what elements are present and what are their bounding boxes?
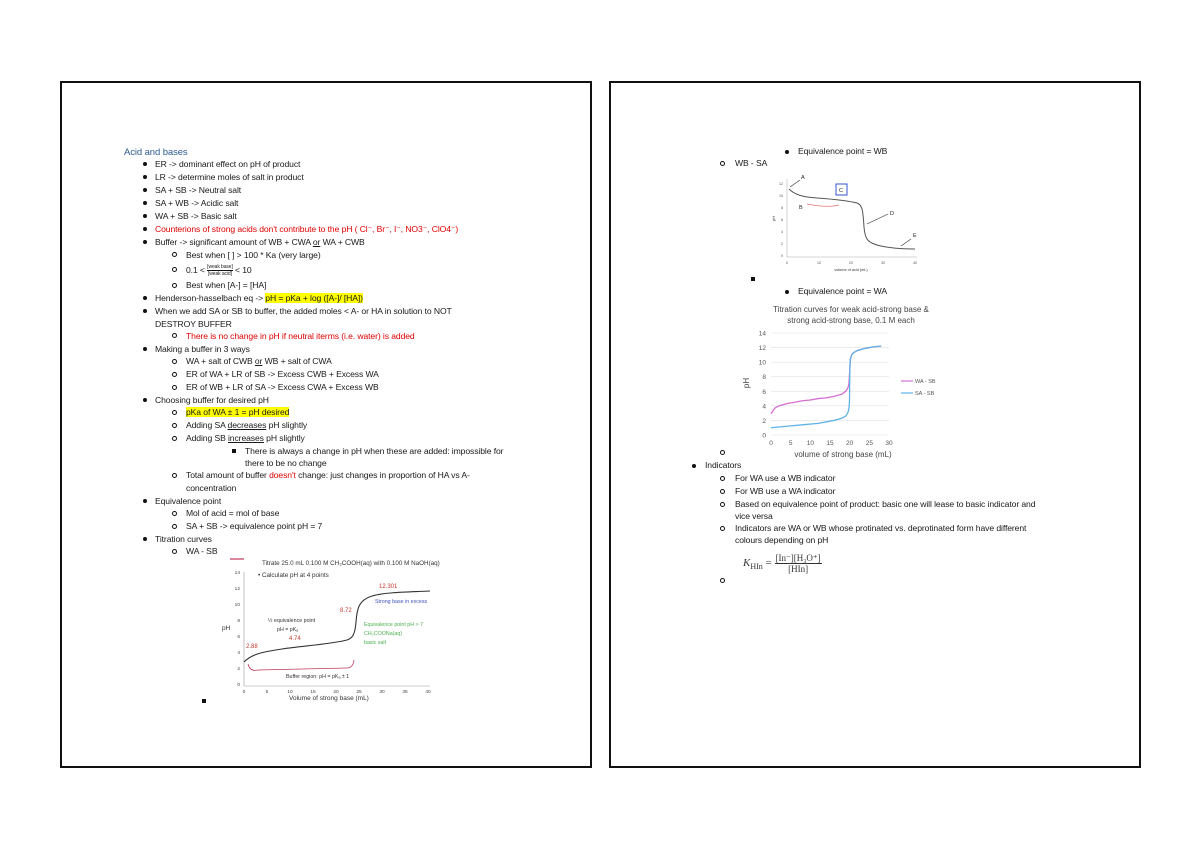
sub-bullet [720,502,725,507]
square-bullet [202,699,206,703]
list-item-continued: vice versa [735,511,773,521]
list-item: Total amount of buffer doesn't change: just changes in proportion of HA vs A- [186,470,470,480]
titration-curve-sketch [789,189,915,249]
x-tick-label: 25 [865,440,873,447]
point-label-d: D [890,211,894,217]
list-item: pKa of WA ± 1 = pH desired [186,407,290,417]
bullet [143,227,147,231]
sub-bullet [172,549,177,554]
point-label-half-eq: 4.74 [289,636,301,642]
y-tick: 0 [781,254,783,258]
y-tick-label: 2 [762,417,766,425]
bullet [143,537,147,541]
list-item: For WB use a WA indicator [735,486,836,496]
x-axis-label: Volume of strong base (mL) [289,695,369,702]
point-label-excess: 12.301 [379,584,398,590]
bullet [692,464,696,468]
y-axis-label: pH [222,625,231,632]
sub-bullet [172,436,177,441]
y-tick: 6 [781,218,783,222]
bullet [143,296,147,300]
y-tick: 8 [237,619,240,624]
bullet [143,499,147,503]
point-label-b: B [799,205,803,211]
bullet [785,150,789,154]
arrow-a [790,180,800,187]
x-tick: 40 [913,261,917,265]
right-page [609,81,1141,768]
sub-bullet [172,524,177,529]
x-tick-label: 15 [826,440,834,447]
list-item: SA + SB -> Neutral salt [155,185,242,195]
y-tick-label: 0 [762,432,766,440]
list-item: SA + SB -> equivalence point pH = 7 [186,521,323,531]
list-item: Adding SB increases pH slightly [186,433,305,443]
chart-title-line-2: strong acid-strong base, 0.1 M each [787,316,915,325]
bullet [143,162,147,166]
list-item-warning: Counterions of strong acids don't contribute to the pH ( Cl⁻, Br⁻, I⁻, NO3⁻, ClO4⁻) [155,224,459,234]
indicator-constant-formula: $K_{HIn}$ = [In⁻][H₃O⁺] [HIn] [743,553,821,574]
chart-title-line-1: Titration curves for weak acid-strong base & [773,305,929,314]
list-item: Making a buffer in 3 ways [155,344,250,354]
sub-bullet [720,476,725,481]
sub-bullet [720,578,725,583]
y-tick: 4 [781,230,783,234]
list-item: For WA use a WB indicator [735,473,836,483]
point-label-c: C [839,188,843,194]
list-item: Indicators are WA or WB whose protinated vs. deprotinated form have different [735,523,1027,533]
sub-bullet [720,526,725,531]
y-tick: 10 [234,603,240,608]
y-tick-label: 14 [758,330,766,338]
list-item: ER of WB + LR of SA -> Excess CWA + Excess WB [186,382,379,392]
y-tick: 12 [234,587,240,592]
sub-bullet [172,423,177,428]
y-tick-label: 6 [762,388,766,396]
bullet [143,309,147,313]
sub-bullet [172,333,177,338]
x-tick: 35 [402,690,408,695]
bullet [785,290,789,294]
point-label-eq: 8.72 [340,608,352,614]
legend-label-wa-sb: WA - SB [915,379,936,385]
y-tick: 4 [237,651,240,656]
list-item-continued: DESTROY BUFFER [155,319,232,329]
y-axis-label: pH [771,215,776,221]
x-tick: 40 [425,690,431,695]
point-label-initial: 2.88 [246,644,258,650]
titration-figure-wb-sa [771,171,921,274]
x-tick: 10 [287,690,293,695]
list-item: WA - SB [186,546,218,556]
x-tick: 30 [379,690,385,695]
half-eq-formula: pH = pKₐ [277,627,299,633]
x-tick-label: 5 [788,440,793,447]
eq-basic-salt-label: basic salt [364,640,387,646]
buffer-region-sketch [807,204,839,206]
list-item: WB - SA [735,158,768,168]
list-item: WA + SB -> Basic salt [155,211,237,221]
series-line-wa-sb [771,346,881,414]
list-item: Equivalence point [155,496,222,506]
chart-x-label: volume of strong base (mL) [794,450,892,459]
x-tick: 0 [242,690,246,695]
y-tick-label: 10 [758,359,766,367]
series-line-sa-sb [771,346,881,428]
arrow-d [867,214,888,224]
titration-chart [735,299,953,461]
x-tick-label: 10 [806,440,814,447]
bullet [143,188,147,192]
bullet [143,201,147,205]
list-item: When we add SA or SB to buffer, the added moles < A- or HA in solution to NOT [155,306,452,316]
sub-bullet [172,267,177,272]
list-item-continued: colours depending on pH [735,535,829,545]
square-bullet [751,277,755,281]
list-item: Best when [A-] = [HA] [186,280,267,290]
x-tick: 10 [817,261,821,265]
x-tick: 5 [265,690,269,695]
list-item: Buffer -> significant amount of WB + CWA or WA + CWB [155,237,365,247]
y-tick-label: 4 [762,403,766,411]
list-item: Mol of acid = mol of base [186,508,280,518]
buffer-bracket [248,660,354,670]
sub-bullet [172,385,177,390]
bullet [143,214,147,218]
sub-bullet [172,511,177,516]
sub-bullet [172,473,177,478]
ratio-expression: 0.1 < [weak base] [weak acid] < 10 [186,264,252,277]
y-tick: 10 [779,194,783,198]
legend-label-sa-sb: SA - SB [915,391,935,397]
x-tick: 20 [849,261,853,265]
x-tick: 15 [310,690,316,695]
figure-bullet: • Calculate pH at 4 points [258,572,329,579]
x-axis-label: volume of acid (mL) [834,268,868,272]
left-page [60,81,592,768]
bullet [143,175,147,179]
list-item: Indicators [705,460,742,470]
square-bullet [232,449,236,453]
y-tick: 0 [237,683,240,688]
point-label-a: A [801,175,805,181]
y-tick-label: 12 [758,345,766,353]
list-item: LR -> determine moles of salt in product [155,172,304,182]
list-item: There is always a change in pH when these are added: impossible for [245,446,504,456]
figure-title: Titrate 25.0 mL 0.100 M CH₃COOH(aq) with 0.100 M NaOH(aq) [262,560,440,567]
chart-y-label: pH [742,377,751,389]
half-eq-label: ½ equivalence point [268,618,316,624]
sub-bullet [720,489,725,494]
arrow-e [901,239,911,246]
x-tick: 20 [333,690,339,695]
buffer-region-label: Buffer region: pH = pKₐ ± 1 [286,674,350,680]
sub-bullet [172,252,177,257]
sub-bullet [720,161,725,166]
excess-base-label: Strong base in excess [375,599,428,605]
list-item: Adding SA decreases pH slightly [186,420,308,430]
list-item-continued: there to be no change [245,458,327,468]
y-tick: 2 [781,242,783,246]
point-label-e: E [913,233,917,239]
y-tick: 2 [237,667,240,672]
list-item: WA + salt of CWB or WB + salt of CWA [186,356,332,366]
sub-bullet [720,450,725,455]
bullet [143,347,147,351]
x-tick-label: 0 [769,440,773,447]
sub-bullet [172,372,177,377]
x-tick: 0 [786,261,788,265]
sub-bullet [172,359,177,364]
y-tick-label: 8 [762,374,766,382]
eq-point-label: Equivalence point pH > 7 [364,622,424,628]
list-item: Titration curves [155,534,212,544]
list-item: ER of WA + LR of SB -> Excess CWB + Excess WA [186,369,379,379]
y-tick: 8 [781,206,783,210]
section-heading: Acid and bases [124,147,188,158]
bullet [143,398,147,402]
sub-bullet [172,283,177,288]
x-tick-label: 20 [846,440,854,447]
list-item: Choosing buffer for desired pH [155,395,269,405]
list-item-continued: concentration [186,483,237,493]
x-tick: 30 [881,261,885,265]
y-tick: 6 [237,635,240,640]
y-tick: 14 [234,571,240,576]
list-item: Henderson-hasselbach eq -> pH = pKa + log ([A-]/ [HA]) [155,293,363,303]
eq-salt-label: CH₃COONa(aq) [364,631,403,637]
list-item: Equivalence point = WA [798,286,887,296]
x-tick: 25 [356,690,362,695]
list-item: Equivalence point = WB [798,146,888,156]
y-tick: 12 [779,182,783,186]
list-item: Based on equivalence point of product: basic one will lease to basic indicator and [735,499,1036,509]
list-item: ER -> dominant effect on pH of product [155,159,301,169]
list-item-warning: There is no change in pH if neutral iterms (i.e. water) is added [186,331,415,341]
titration-figure-wa-sb [222,556,462,702]
x-tick-label: 30 [885,440,893,447]
bullet [143,240,147,244]
list-item: Best when [ ] > 100 * Ka (very large) [186,250,321,260]
sub-bullet [172,410,177,415]
list-item: SA + WB -> Acidic salt [155,198,239,208]
